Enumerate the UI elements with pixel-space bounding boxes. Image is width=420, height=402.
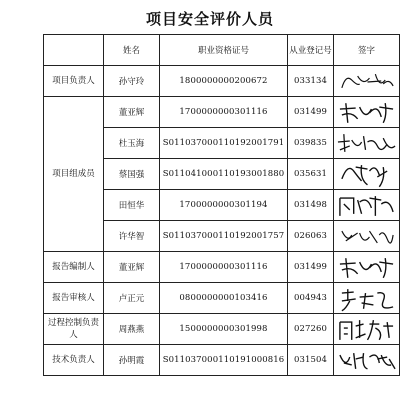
role-cell: 报告审核人 (44, 283, 104, 314)
reg-cell: 031498 (288, 190, 334, 221)
page-title: 项目安全评价人员 (145, 10, 274, 28)
signature-image (334, 66, 399, 96)
name-cell: 卢正元 (104, 283, 160, 314)
reg-cell: 027260 (288, 314, 334, 345)
cert-cell: 1700000000301194 (160, 190, 288, 221)
role-cell: 报告编制人 (44, 252, 104, 283)
signature-cell (334, 66, 400, 97)
signature-image (334, 283, 399, 313)
role-cell: 技术负责人 (44, 345, 104, 376)
table-row (44, 314, 400, 345)
table-row (44, 66, 400, 97)
signature-image (334, 252, 399, 282)
name-cell: 董亚辉 (104, 97, 160, 128)
name-cell: 杜玉海 (104, 128, 160, 159)
personnel-table (43, 34, 400, 376)
cert-cell: S011041000110193001880 (160, 159, 288, 190)
table-row (44, 252, 400, 283)
reg-cell: 026063 (288, 221, 334, 252)
signature-cell (334, 128, 400, 159)
table-row (44, 345, 400, 376)
cert-cell: 1500000000301998 (160, 314, 288, 345)
header-cert: 职业资格证号 (160, 35, 288, 66)
reg-cell: 035631 (288, 159, 334, 190)
cert-cell: 0800000000103416 (160, 283, 288, 314)
name-cell: 许华智 (104, 221, 160, 252)
signature-cell (334, 221, 400, 252)
reg-cell: 039835 (288, 128, 334, 159)
role-cell: 项目负责人 (44, 66, 104, 97)
role-cell: 过程控制负责人 (44, 314, 104, 345)
name-cell: 蔡国强 (104, 159, 160, 190)
signature-cell (334, 314, 400, 345)
role-cell: 项目组成员 (44, 97, 104, 252)
signature-image (334, 314, 399, 344)
cert-cell: S011037000110192001757 (160, 221, 288, 252)
cert-cell: S011037000110191000816 (160, 345, 288, 376)
name-cell: 孙守玲 (104, 66, 160, 97)
signature-cell (334, 283, 400, 314)
signature-image (334, 97, 399, 127)
table-header-row (44, 35, 400, 66)
signature-cell (334, 252, 400, 283)
name-cell: 田恒华 (104, 190, 160, 221)
cert-cell: 1700000000301116 (160, 97, 288, 128)
reg-cell: 031504 (288, 345, 334, 376)
cert-cell: S011037000110192001791 (160, 128, 288, 159)
header-reg: 从业登记号 (288, 35, 334, 66)
reg-cell: 031499 (288, 252, 334, 283)
signature-image (334, 190, 399, 220)
signature-image (334, 345, 399, 375)
name-cell: 孙明霞 (104, 345, 160, 376)
name-cell: 周燕燕 (104, 314, 160, 345)
header-name: 姓名 (104, 35, 160, 66)
cert-cell: 1700000000301116 (160, 252, 288, 283)
table-row (44, 283, 400, 314)
reg-cell: 004943 (288, 283, 334, 314)
signature-image (334, 128, 399, 158)
reg-cell: 031499 (288, 97, 334, 128)
table-row (44, 97, 400, 128)
signature-cell (334, 159, 400, 190)
signature-image (334, 221, 399, 251)
reg-cell: 033134 (288, 66, 334, 97)
signature-cell (334, 345, 400, 376)
header-sign: 签字 (334, 35, 400, 66)
name-cell: 董亚辉 (104, 252, 160, 283)
header-role (44, 35, 104, 66)
signature-cell (334, 190, 400, 221)
signature-image (334, 159, 399, 189)
cert-cell: 1800000000200672 (160, 66, 288, 97)
signature-cell (334, 97, 400, 128)
